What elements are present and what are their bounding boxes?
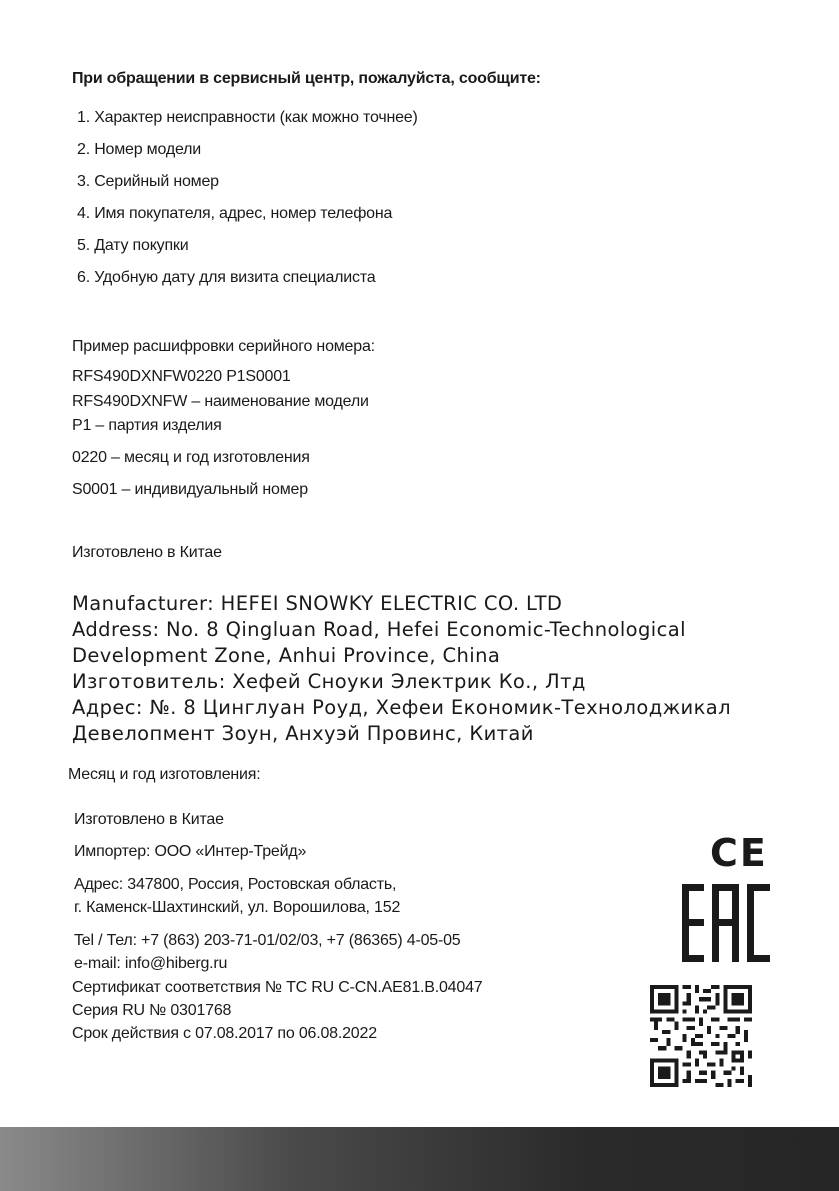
eac-mark [682, 884, 770, 967]
cert-validity: Срок действия с 07.08.2017 по 06.08.2022 [72, 1025, 377, 1042]
importer-email: e-mail: info@hiberg.ru [74, 955, 228, 972]
service-item-5: 5. Дату покупки [77, 237, 189, 254]
importer-address-1: Адрес: 347800, Россия, Ростовская область, [74, 876, 397, 893]
qr-code-icon [650, 985, 752, 1087]
manufacturer-line-6: Девелопмент Зоун, Анхуэй Провинс, Китай [72, 722, 534, 745]
manufacturer-line-3: Development Zone, Anhui Province, China [72, 644, 501, 667]
cert-number: Сертификат соответствия № ТС RU C-CN.AE81.B.04047 [72, 979, 483, 996]
footer-bar [0, 1127, 839, 1191]
serial-line-1: RFS490DXNFW0220 P1S0001 [72, 368, 291, 385]
service-item-3: 3. Серийный номер [77, 173, 219, 190]
service-heading: При обращении в сервисный центр, пожалуйста, сообщите: [72, 70, 541, 87]
manufacture-date-label: Месяц и год изготовления: [68, 766, 261, 783]
serial-line-4: 0220 – месяц и год изготовления [72, 449, 310, 466]
service-item-1: 1. Характер неисправности (как можно точнее) [77, 109, 418, 126]
manufacturer-line-5: Адрес: №. 8 Цинглуан Роуд, Хефеи Економик-Технолоджикал [72, 696, 732, 719]
eac-mark-icon [682, 884, 770, 962]
serial-line-5: S0001 – индивидуальный номер [72, 481, 308, 498]
cert-series: Серия RU № 0301768 [72, 1002, 232, 1019]
importer-made-in: Изготовлено в Китае [74, 811, 224, 828]
serial-line-2: RFS490DXNFW – наименование модели [72, 393, 369, 410]
manufacturer-line-1: Manufacturer: HEFEI SNOWKY ELECTRIC CO. LTD [72, 592, 563, 615]
service-item-2: 2. Номер модели [77, 141, 202, 158]
serial-line-3: P1 – партия изделия [72, 417, 222, 434]
made-in-china: Изготовлено в Китае [72, 544, 222, 561]
service-item-6: 6. Удобную дату для визита специалиста [77, 269, 376, 286]
importer-name: Импортер: ООО «Интер-Трейд» [74, 843, 307, 860]
service-item-4: 4. Имя покупателя, адрес, номер телефона [77, 205, 393, 222]
manufacturer-line-2: Address: No. 8 Qingluan Road, Hefei Economic-Technological [72, 618, 686, 641]
importer-tel: Tel / Тел: +7 (863) 203-71-01/02/03, +7 (86365) 4-05-05 [74, 932, 461, 949]
qr-code [650, 985, 752, 1092]
ce-mark: CE [710, 831, 768, 875]
manufacturer-line-4: Изготовитель: Хефей Сноуки Электрик Ко., Лтд [72, 670, 586, 693]
serial-title: Пример расшифровки серийного номера: [72, 338, 375, 355]
importer-address-2: г. Каменск-Шахтинский, ул. Ворошилова, 152 [74, 899, 401, 916]
